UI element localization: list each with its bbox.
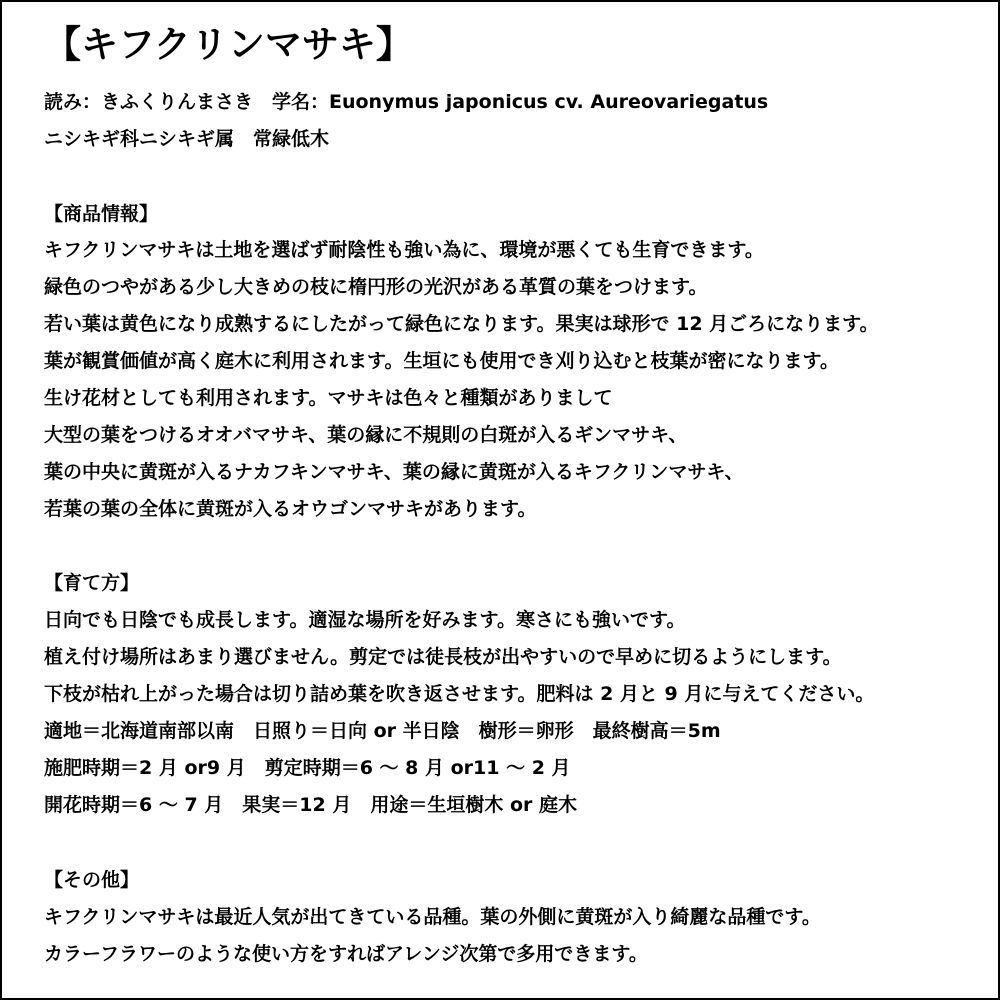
product-info-line: 若葉の葉の全体に黄斑が入るオウゴンマサキがあります。	[44, 498, 537, 520]
product-info-line: 緑色のつやがある少し大きめの枝に楕円形の光沢がある革質の葉をつけます。	[44, 276, 708, 298]
care-line: 施肥時期＝2 月 or9 月 剪定時期＝6 〜 8 月 or11 〜 2 月	[44, 757, 571, 779]
family-line: ニシキギ科ニシキギ属 常緑低木	[44, 128, 330, 150]
care-line: 植え付け場所はあまり選びません。剪定では徒長枝が出やすいので早めに切るようにします。	[44, 646, 842, 668]
product-info-line: 大型の葉をつけるオオバマサキ、葉の縁に不規則の白斑が入るギンマサキ、	[44, 424, 688, 446]
product-info-line: 若い葉は黄色になり成熟するにしたがって緑色になります。果実は球形で 12 月ごろになります。	[44, 313, 879, 335]
reading-line: 読み：きふくりんまさき 学名：Euonymus japonicus cv. Aureovariegatus	[44, 91, 769, 113]
page-title: 【キフクリンマサキ】	[44, 23, 413, 66]
care-heading: 【育て方】	[44, 572, 140, 594]
other-line: カラーフラワーのような使い方をすればアレンジ次第で多用できます。	[44, 943, 648, 965]
product-info-line: 葉の中央に黄斑が入るナカフキンマサキ、葉の縁に黄斑が入るキフクリンマサキ、	[44, 461, 744, 483]
product-info-line: キフクリンマサキは土地を選ばず耐陰性も強い為に、環境が悪くても生育できます。	[44, 239, 764, 261]
product-info-heading: 【商品情報】	[44, 203, 159, 225]
product-info-line: 生け花材としても利用されます。マサキは色々と種類がありまして	[44, 387, 613, 409]
product-info-line: 葉が観賞価値が高く庭木に利用されます。生垣にも使用でき刈り込むと枝葉が密になります。	[44, 350, 839, 372]
other-line: キフクリンマサキは最近人気が出てきている品種。葉の外側に黄斑が入り綺麗な品種です。	[44, 906, 821, 928]
care-line: 適地＝北海道南部以南 日照り＝日向 or 半日陰 樹形＝卵形 最終樹高＝5m	[44, 720, 721, 742]
care-line: 日向でも日陰でも成長します。適湿な場所を好みます。寒さにも強いです。	[44, 609, 686, 631]
other-heading: 【その他】	[44, 869, 140, 891]
care-line: 開花時期＝6 〜 7 月 果実＝12 月 用途＝生垣樹木 or 庭木	[44, 794, 577, 816]
care-line: 下枝が枯れ上がった場合は切り詰め葉を吹き返させます。肥料は 2 月と 9 月に与えてください。	[44, 683, 875, 705]
